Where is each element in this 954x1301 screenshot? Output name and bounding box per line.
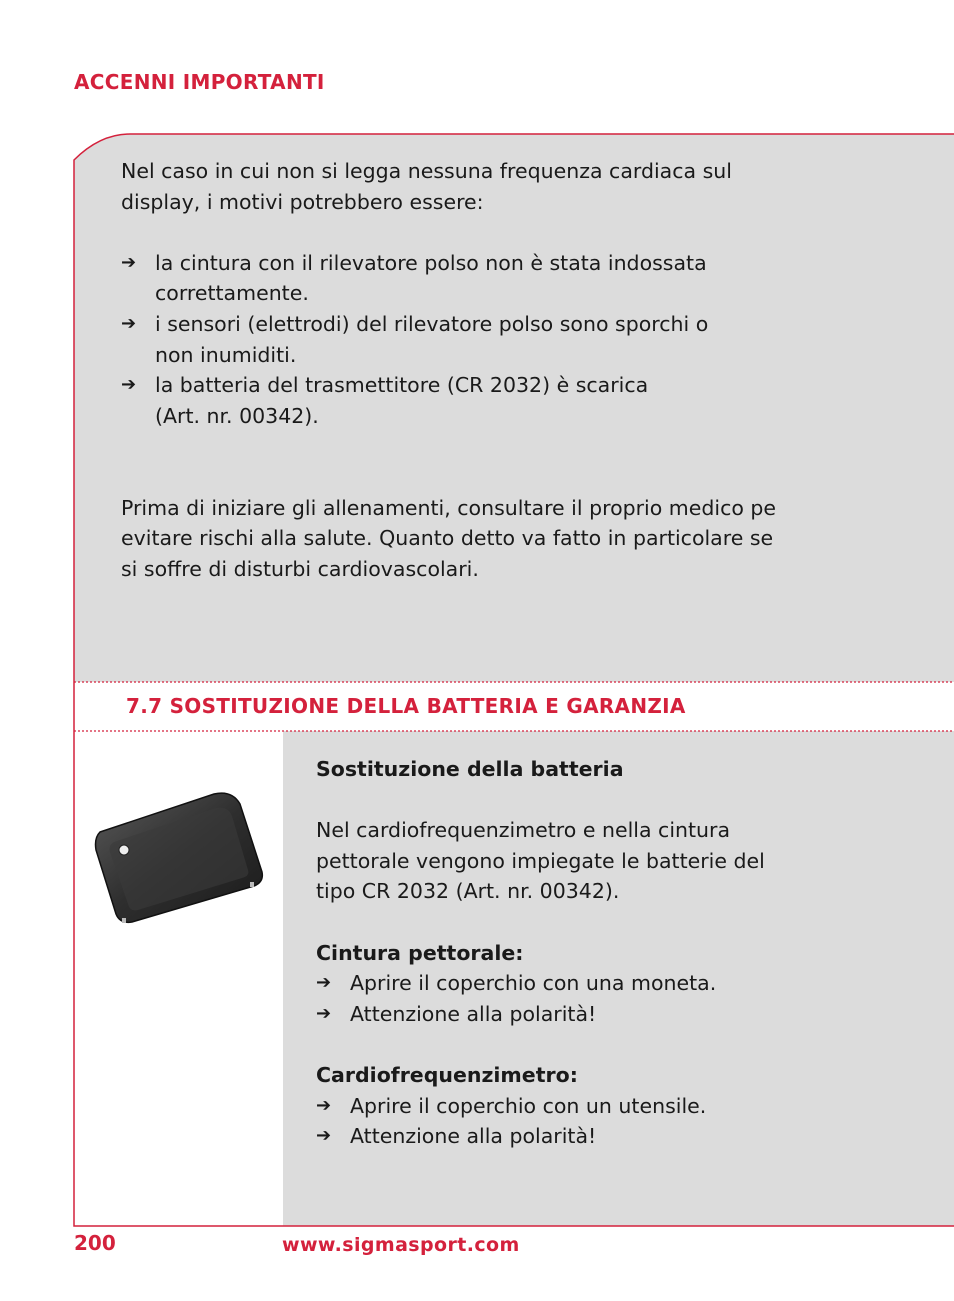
list-item: ➔ i sensori (elettrodi) del rilevatore polso sono sporchi o non inumiditi. (121, 309, 821, 370)
list-item: ➔ la batteria del trasmettitore (CR 2032) è scarica (Art. nr. 00342). (121, 370, 821, 431)
list-item: ➔ Aprire il coperchio con una moneta. (316, 968, 916, 999)
belt-steps (316, 968, 916, 1029)
arrow-right-icon: ➔ (121, 312, 137, 334)
intro-line: Nel caso in cui non si legga nessuna frequenza cardiaca sul (121, 159, 732, 183)
battery-text-line: Nel cardiofrequenzimetro e nella cintura (316, 818, 731, 843)
arrow-right-icon: ➔ (121, 374, 137, 396)
intro-block (121, 156, 821, 584)
cause-list (121, 248, 821, 432)
monitor-steps (316, 1091, 916, 1152)
arrow-right-icon: ➔ (316, 1125, 332, 1147)
page-header-title: ACCENNI IMPORTANTI (74, 70, 325, 94)
warning-line: evitare rischi alla salute. Quanto detto va fatto in particolare se (121, 526, 774, 551)
battery-text-line: tipo CR 2032 (Art. nr. 00342). (316, 879, 620, 904)
arrow-right-icon: ➔ (316, 1094, 332, 1116)
list-item: ➔ Aprire il coperchio con un utensile. (316, 1091, 916, 1122)
list-item: ➔ Attenzione alla polarità! (316, 999, 916, 1030)
belt-heading: Cintura pettorale: (316, 940, 524, 965)
list-item: ➔ Attenzione alla polarità! (316, 1121, 916, 1152)
section-title: 7.7 SOSTITUZIONE DELLA BATTERIA E GARANZIA (126, 694, 686, 718)
battery-transmitter-icon (92, 790, 268, 930)
intro-line: display, i motivi potrebbero essere: (121, 189, 484, 214)
footer-url[interactable]: www.sigmasport.com (282, 1234, 520, 1256)
arrow-right-icon: ➔ (316, 1002, 332, 1024)
page-number: 200 (74, 1231, 116, 1255)
battery-text-line: pettorale vengono impiegate le batterie del (316, 848, 765, 873)
battery-info-panel (316, 754, 916, 1152)
warning-line: Prima di iniziare gli allenamenti, consultare il proprio medico pe (121, 495, 777, 520)
arrow-right-icon: ➔ (121, 251, 137, 273)
arrow-right-icon: ➔ (316, 972, 332, 994)
list-item: ➔ la cintura con il rilevatore polso non è stata indossata correttamente. (121, 248, 821, 309)
warning-line: si soffre di disturbi cardiovascolari. (121, 556, 479, 581)
monitor-heading: Cardiofrequenzimetro: (316, 1062, 578, 1087)
battery-heading: Sostituzione della batteria (316, 757, 624, 781)
